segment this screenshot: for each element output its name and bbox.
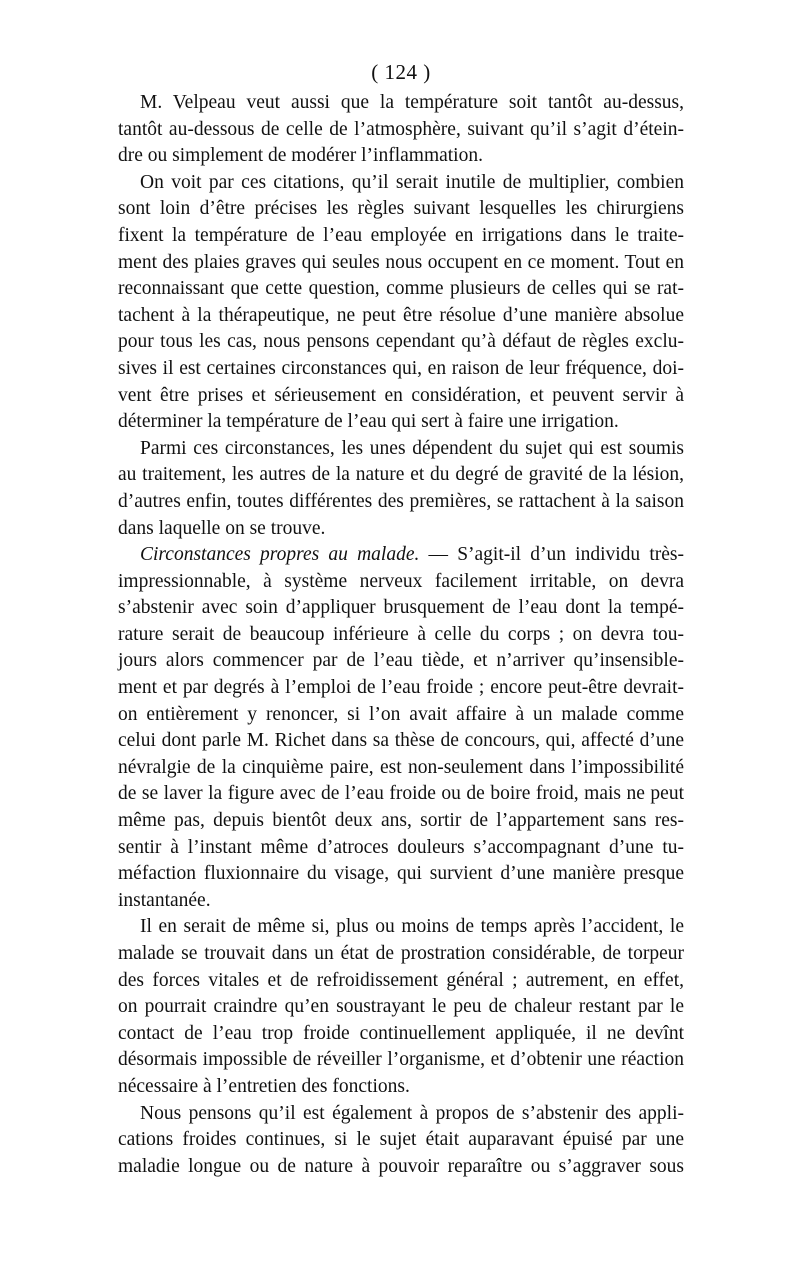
text-line: reconnaissant que cette question, comme plusieurs de celles qui se rat- [118,278,684,300]
paragraph-3 [118,436,684,542]
text-line: maladie longue ou de nature à pouvoir reparaître ou s’aggraver sous [118,1155,684,1177]
paragraph-4 [118,542,684,914]
text-line: instantanée. [118,889,211,911]
text-line: fixent la température de l’eau employée en irrigations dans le traite- [118,224,684,246]
text-line: de se laver la figure avec de l’eau froide ou de boire froid, mais ne peut [118,783,684,805]
paragraph-5 [118,914,684,1100]
text-line: celui dont parle M. Richet dans sa thèse de concours, qui, affecté d’une [118,730,684,752]
text-line: ment des plaies graves qui seules nous occupent en ce moment. Tout en [118,251,684,273]
text-line: tachent à la thérapeutique, ne peut être résolue d’une manière absolue [118,304,684,326]
text-line: même pas, depuis bientôt deux ans, sortir de l’appartement sans res- [118,810,684,832]
text-line: vent être prises et sérieusement en considération, et peuvent servir à [118,384,684,406]
text-line: pour tous les cas, nous pensons cependant qu’à défaut de règles exclu- [118,331,684,353]
text-line: on entièrement y renoncer, si l’on avait affaire à un malade comme [118,703,684,725]
text-line: d’autres enfin, toutes différentes des premières, se rattachent à la saison [118,490,684,512]
text-line: déterminer la température de l’eau qui sert à faire une irrigation. [118,411,619,433]
paragraph-1 [118,90,684,170]
text-line: désormais impossible de réveiller l’organisme, et d’obtenir une réaction [118,1049,684,1071]
text-line: s’abstenir avec soin d’appliquer brusquement de l’eau dont la tempé- [118,597,684,619]
text-line: sentir à l’instant même d’atroces douleurs s’accompagnant d’une tu- [118,836,684,858]
text-run: — S’agit-il d’un individu très- [419,544,684,566]
paragraph-2 [118,170,684,436]
text-line [118,542,684,569]
text-line: des forces vitales et de refroidissement général ; autrement, en effet, [118,969,684,991]
book-page [118,58,684,1180]
text-line: névralgie de la cinquième paire, est non-seulement dans l’impossibilité [118,756,684,778]
paragraph-6 [118,1101,684,1181]
text-line: on pourrait craindre qu’en soustrayant le peu de chaleur restant par le [118,996,684,1018]
text-line: malade se trouvait dans un état de prostration considérable, de torpeur [118,943,684,964]
section-heading-italic: Circonstances propres au malade. [140,544,420,566]
text-line: sives il est certaines circonstances qui, en raison de leur fréquence, doi- [118,357,684,379]
text-line: ment et par degrés à l’emploi de l’eau froide ; encore peut-être devrait- [118,677,684,699]
text-line: impressionnable, à système nerveux facilement irritable, on devra [118,570,684,592]
text-line: Nous pensons qu’il est également à propos de s’abstenir des appli- [140,1102,684,1124]
text-line: rature serait de beaucoup inférieure à celle du corps ; on devra tou- [118,623,684,645]
text-line: au traitement, les autres de la nature et du degré de gravité de la lésion, [118,464,684,486]
text-line: Parmi ces circonstances, les unes dépendent du sujet qui est soumis [140,437,684,459]
text-line: M. Velpeau veut aussi que la température soit tantôt au-dessus, [140,92,684,113]
text-line: dans laquelle on se trouve. [118,517,326,539]
text-line: méfaction fluxionnaire du visage, qui survient d’une manière presque [118,863,684,885]
text-line: Il en serait de même si, plus ou moins de temps après l’accident, le [140,916,684,938]
text-line: nécessaire à l’entretien des fonctions. [118,1075,410,1097]
text-line: dre ou simplement de modérer l’inflammation. [118,145,483,167]
text-line: tantôt au-dessous de celle de l’atmosphère, suivant qu’il s’agit d’étein- [118,118,684,140]
text-line: On voit par ces citations, qu’il serait inutile de multiplier, combien [140,171,684,193]
text-line: cations froides continues, si le sujet était auparavant épuisé par une [118,1129,684,1151]
text-line: jours alors commencer par de l’eau tiède, et n’arriver qu’insensible- [118,650,684,672]
text-line: contact de l’eau trop froide continuellement appliquée, il ne devînt [118,1022,684,1044]
page-number: ( 124 ) [371,60,431,84]
text-line: sont loin d’être précises les règles suivant lesquelles les chirurgiens [118,198,684,220]
